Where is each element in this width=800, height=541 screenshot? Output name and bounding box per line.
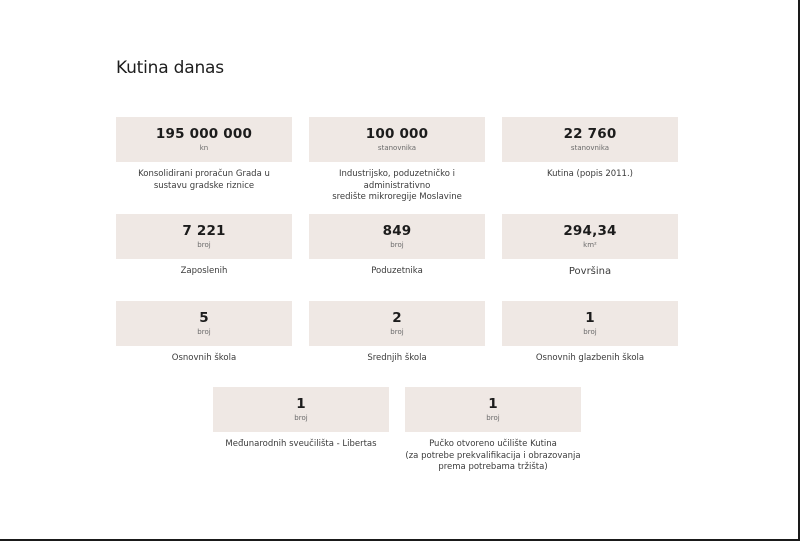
stat-description: Srednjih škola — [367, 353, 427, 363]
stat-value: 22 760 — [563, 125, 617, 142]
stat-description: Pučko otvoreno učilište Kutina (za potrebe prekvalifikacija i obrazovanja prema potrebama tržišta) — [405, 439, 581, 472]
stat-unit: broj — [390, 240, 404, 249]
stat-card-budget — [116, 117, 292, 192]
stat-card-universities — [213, 387, 389, 451]
stat-description: Zaposlenih — [180, 266, 228, 276]
stat-box — [116, 301, 292, 346]
stat-box — [309, 117, 485, 162]
stat-card-employees — [116, 214, 292, 278]
stat-box — [502, 214, 678, 259]
stat-unit: km² — [583, 240, 597, 249]
stat-box — [213, 387, 389, 432]
stat-box — [502, 301, 678, 346]
stat-card-music-schools — [502, 301, 678, 365]
stat-box — [116, 117, 292, 162]
stat-card-microregion-population — [309, 117, 485, 204]
stat-value: 195 000 000 — [155, 125, 253, 142]
stat-unit: broj — [197, 240, 211, 249]
stat-description: Kutina (popis 2011.) — [547, 169, 633, 179]
stat-unit: kn — [199, 143, 209, 152]
stat-value: 2 — [392, 309, 402, 326]
stat-unit: stanovnika — [570, 143, 610, 152]
stat-description: Osnovnih glazbenih škola — [535, 353, 645, 363]
stat-description: Površina — [568, 266, 612, 277]
stat-box — [405, 387, 581, 432]
stat-value: 294,34 — [563, 222, 617, 239]
stat-card-secondary-schools — [309, 301, 485, 365]
stat-description: Međunarodnih sveučilišta - Libertas — [225, 439, 377, 449]
stat-description: Konsolidirani proračun Grada u sustavu gradske riznice — [138, 169, 270, 191]
stat-unit: broj — [294, 413, 308, 422]
stat-value: 5 — [199, 309, 209, 326]
stat-box — [116, 214, 292, 259]
stat-card-open-university — [405, 387, 581, 474]
stat-value: 1 — [296, 395, 306, 412]
stat-value: 7 221 — [182, 222, 226, 239]
stat-box — [502, 117, 678, 162]
stat-box — [309, 214, 485, 259]
stat-description: Poduzetnika — [371, 266, 423, 276]
stat-description: Osnovnih škola — [171, 353, 237, 363]
page-title: Kutina danas — [116, 58, 224, 78]
stat-value: 1 — [488, 395, 498, 412]
stat-value: 100 000 — [365, 125, 429, 142]
stat-card-city-population — [502, 117, 678, 181]
stat-box — [309, 301, 485, 346]
stat-card-area — [502, 214, 678, 278]
stat-unit: broj — [486, 413, 500, 422]
stat-card-entrepreneurs — [309, 214, 485, 278]
stat-unit: broj — [197, 327, 211, 336]
stat-unit: broj — [583, 327, 597, 336]
stat-value: 849 — [382, 222, 412, 239]
stat-description: Industrijsko, poduzetničko i administrativno središte mikroregije Moslavine — [332, 169, 462, 202]
stat-unit: broj — [390, 327, 404, 336]
stat-value: 1 — [585, 309, 595, 326]
stat-unit: stanovnika — [377, 143, 417, 152]
stat-card-primary-schools — [116, 301, 292, 365]
